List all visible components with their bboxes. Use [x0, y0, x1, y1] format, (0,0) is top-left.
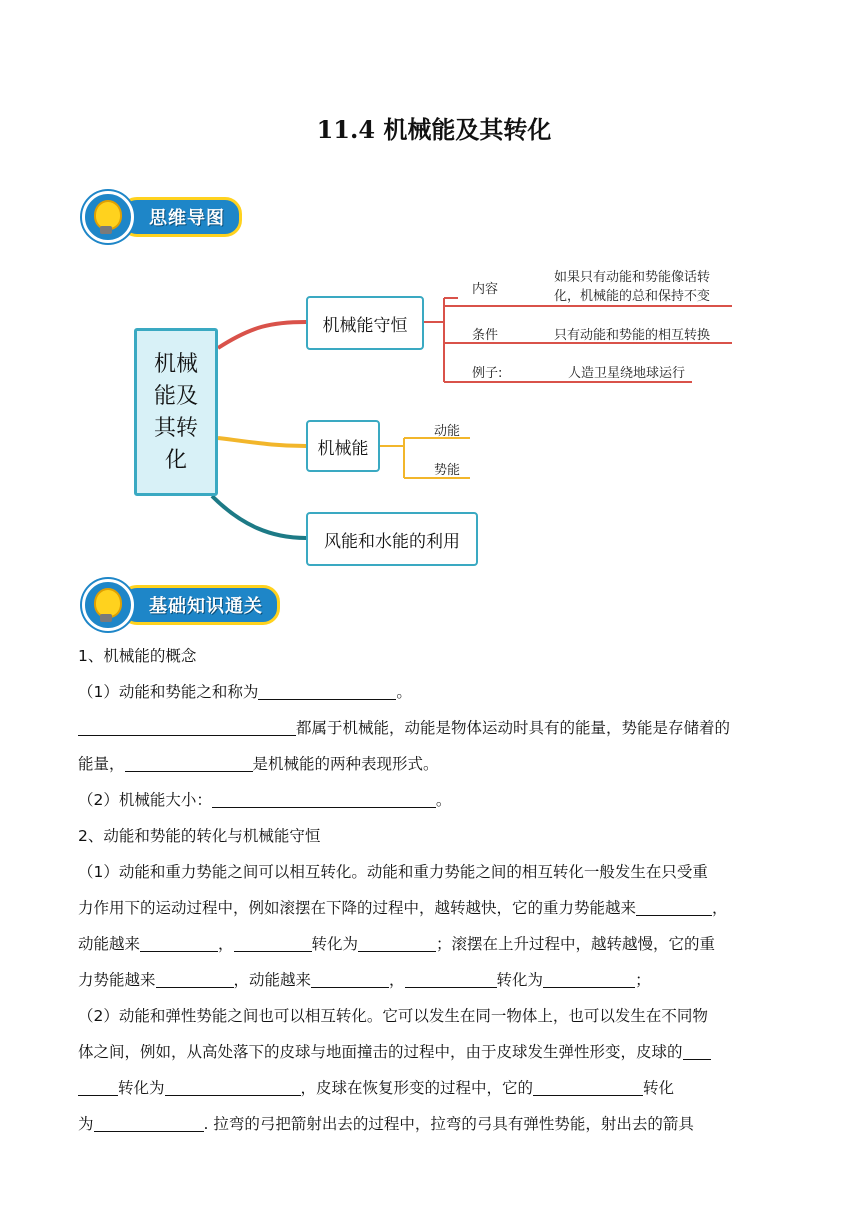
fill-blank[interactable]: [405, 967, 497, 988]
central-line: 化: [164, 448, 187, 473]
branch-label: 机械能: [317, 438, 369, 459]
central-line: 其转: [153, 416, 198, 441]
text-run: 力势能越来: [78, 971, 156, 989]
text-line: （1）动能和重力势能之间可以相互转化。动能和重力势能之间的相互转化一般发生在只受重: [78, 863, 708, 881]
text-line: [78, 782, 790, 818]
leaf-value: 人造卫星绕地球运行: [568, 366, 686, 381]
fill-blank[interactable]: [140, 931, 218, 952]
text-run: 转化为: [118, 1079, 165, 1097]
fill-blank[interactable]: [258, 679, 396, 700]
text-run: ，皮球在恢复形变的过程中，它的: [300, 1079, 534, 1097]
text-line: [78, 962, 790, 998]
text-run: ，: [712, 899, 728, 917]
leaf-value: 只有动能和势能的相互转换: [554, 328, 711, 343]
leaf-key: 条件: [472, 328, 499, 343]
fill-blank[interactable]: [358, 931, 436, 952]
central-line: 机械: [153, 352, 198, 377]
central-topic: [134, 328, 218, 496]
text-line: [78, 890, 790, 926]
text-run: 是机械能的两种表现形式。: [252, 755, 439, 773]
fill-blank[interactable]: [78, 715, 296, 736]
text-run: 转化: [643, 1079, 675, 1097]
section-heading: 1、机械能的概念: [78, 647, 197, 665]
lightbulb-icon: [82, 191, 134, 243]
text-run: 体之间，例如，从高处落下的皮球与地面撞击的过程中，由于皮球发生弹性形变，皮球的: [78, 1043, 683, 1061]
leaf-kinetic: 动能: [434, 424, 461, 439]
fill-blank[interactable]: [234, 931, 312, 952]
branch-label: 风能和水能的利用: [324, 531, 460, 552]
branch-conservation: [306, 296, 424, 350]
fill-blank[interactable]: [125, 751, 253, 772]
text-line: [78, 1034, 790, 1070]
text-run: （2）机械能大小：: [78, 791, 212, 809]
branch-wind-water: [306, 512, 478, 566]
text-line: [78, 746, 790, 782]
text-run: 转化为: [311, 935, 359, 953]
fill-blank[interactable]: [165, 1075, 301, 1096]
lightbulb-icon: [82, 579, 134, 631]
text-run: ，: [218, 935, 234, 953]
fill-blank[interactable]: [311, 967, 389, 988]
page-title: 11.4 机械能及其转化: [316, 115, 552, 144]
text-line: [78, 674, 790, 710]
text-run: 。: [396, 683, 412, 701]
section-heading: 2、动能和势能的转化与机械能守恒: [78, 827, 321, 845]
text-line: [78, 1070, 790, 1106]
leaf-value: 化，机械能的总和保持不变: [554, 289, 711, 304]
fill-blank[interactable]: [212, 787, 436, 808]
basics-banner-label: 基础知识通关: [120, 585, 280, 625]
text-run: 都属于机械能，动能是物体运动时具有的能量，势能是存储着的: [296, 719, 731, 737]
fill-blank[interactable]: [683, 1039, 711, 1060]
text-line: （2）动能和弹性势能之间也可以相互转化。它可以发生在同一物体上，也可以发生在不同物: [78, 1007, 708, 1025]
basics-banner: [82, 582, 280, 628]
branch-label: 机械能守恒: [322, 315, 408, 336]
text-line: [78, 1106, 790, 1142]
leaf-key: 例子:: [472, 366, 503, 381]
text-run: ；滚摆在上升过程中，越转越慢，它的重: [436, 935, 716, 953]
text-line: [78, 710, 790, 746]
fill-blank[interactable]: [156, 967, 234, 988]
fill-blank[interactable]: [94, 1111, 204, 1132]
leaf-key: 内容: [472, 282, 499, 297]
fill-blank[interactable]: [78, 1075, 118, 1096]
text-line: [78, 926, 790, 962]
text-run: 力作用下的运动过程中，例如滚摆在下降的过程中，越转越快，它的重力势能越来: [78, 899, 637, 917]
text-run: （1）动能和势能之和称为: [78, 683, 259, 701]
mindmap-banner-label: 思维导图: [120, 197, 242, 237]
fill-blank[interactable]: [543, 967, 635, 988]
central-line: 能及: [153, 384, 198, 409]
text-run: ，: [389, 971, 405, 989]
text-run: . 拉弯的弓把箭射出去的过程中，拉弯的弓具有弹性势能，射出去的箭具: [203, 1115, 694, 1133]
leaf-value: 如果只有动能和势能像话转: [554, 270, 711, 285]
text-run: 能量，: [78, 755, 125, 773]
text-run: 。: [435, 791, 452, 809]
fill-blank[interactable]: [533, 1075, 643, 1096]
mindmap-banner: [82, 194, 242, 240]
mind-map: [112, 256, 732, 586]
worksheet-body: [78, 638, 790, 1142]
text-run: ，动能越来: [233, 971, 312, 989]
text-run: 转化为: [496, 971, 544, 989]
text-run: 动能越来: [78, 935, 141, 953]
branch-mechanical-energy: [306, 420, 380, 472]
leaf-potential: 势能: [434, 463, 461, 478]
text-run: 为: [78, 1115, 94, 1133]
fill-blank[interactable]: [636, 895, 712, 916]
text-run: ；: [635, 971, 651, 989]
